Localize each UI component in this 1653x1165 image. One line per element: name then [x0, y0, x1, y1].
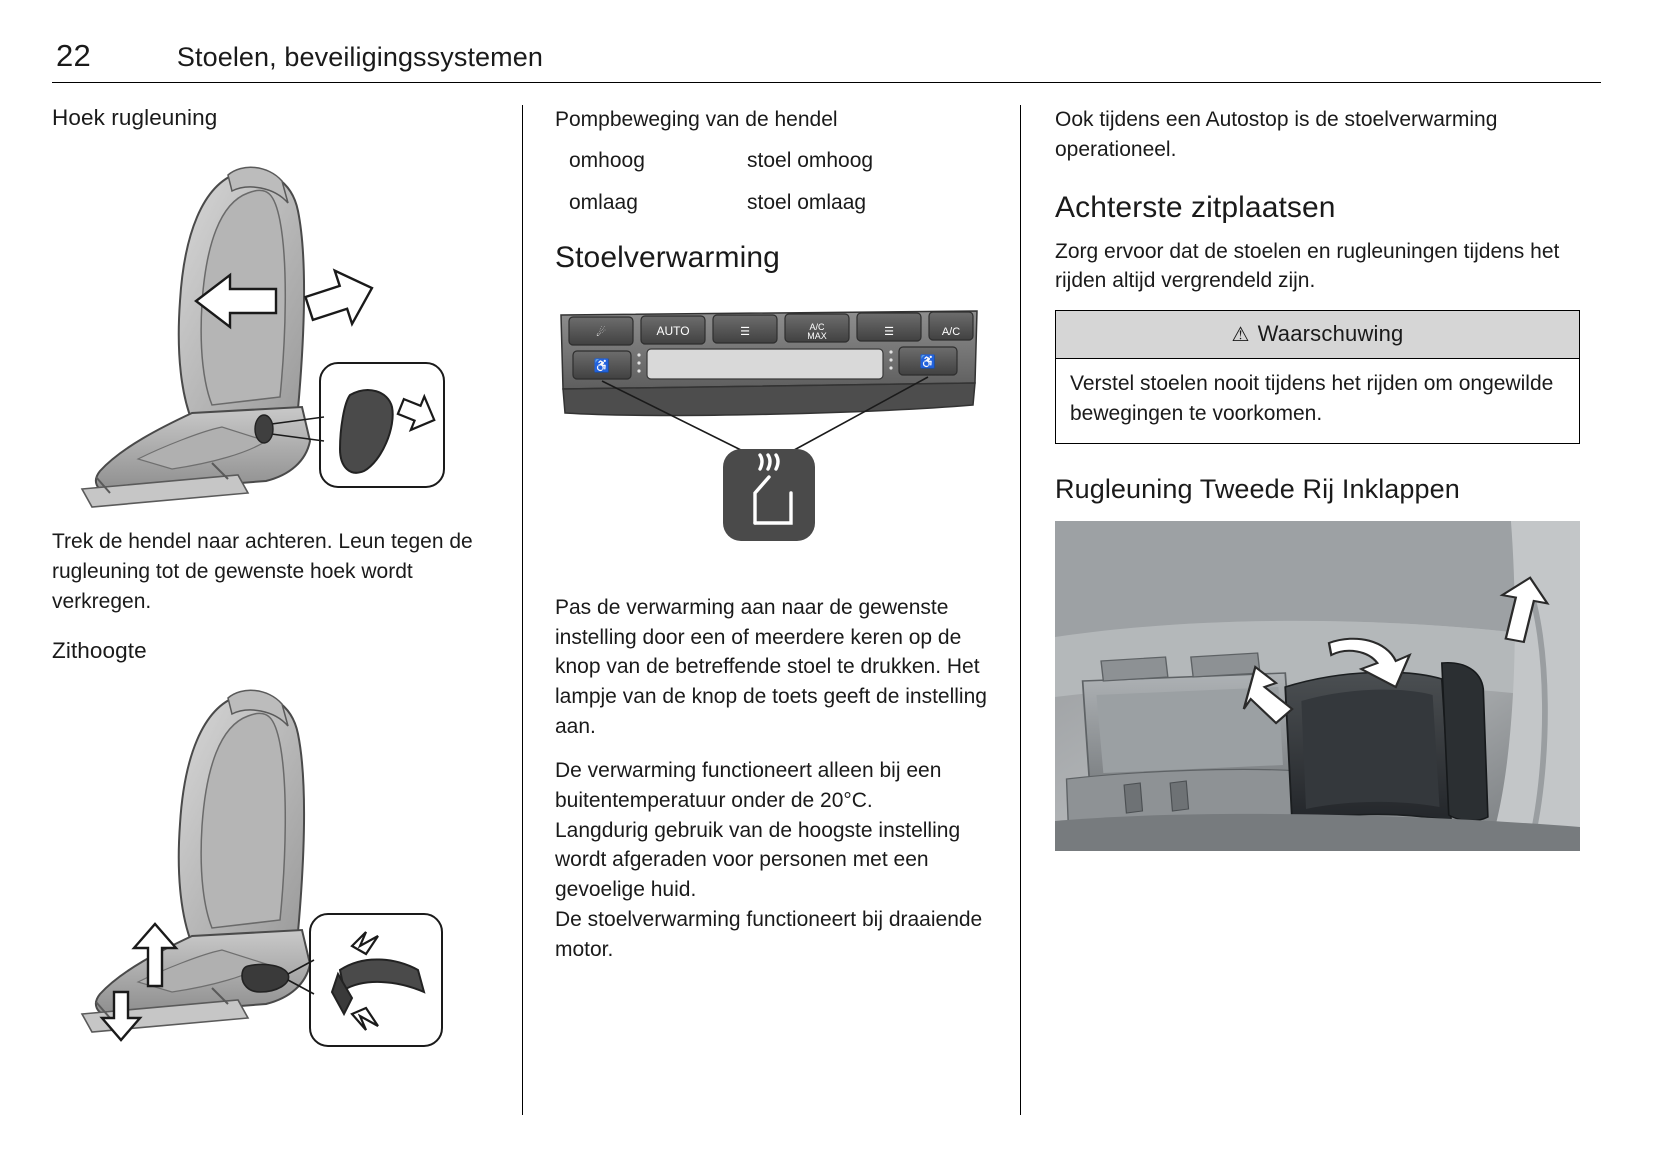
figure-rear-seat-fold — [1055, 521, 1580, 851]
figure-climate-controls — [555, 297, 990, 557]
column-right — [1020, 105, 1580, 1115]
heading-seat-heating: Stoelverwarming — [555, 240, 780, 274]
svg-text:♿: ♿ — [919, 353, 937, 369]
seat-heating-text — [555, 593, 990, 965]
svg-text:☰: ☰ — [884, 325, 894, 338]
heading-backrest-angle: Hoek rugleuning — [52, 105, 218, 130]
paragraph-heating-1: Pas de verwarming aan naar de gewenste instelling door een of meerdere keren op de knop van de betreffende stoel te drukken. Het lampje van de knop de toets geeft de instelling aan. — [555, 595, 987, 739]
page-title: Stoelen, beveiligingssystemen — [176, 42, 543, 72]
heading-seat-height: Zithoogte — [52, 638, 147, 664]
warning-box — [1055, 310, 1580, 444]
pump-definition-list — [555, 149, 990, 215]
heading-fold-second-row: Rugleuning Tweede Rij Inklappen — [1055, 473, 1460, 504]
pump-term: omhoog — [569, 148, 645, 172]
heading-rear-seats: Achterste zitplaatsen — [1055, 190, 1336, 224]
list-item — [555, 191, 990, 215]
page-number: 22 — [56, 38, 91, 73]
control-label-ac: A/C — [941, 325, 961, 338]
paragraph-autostop: Ook tijdens een Autostop is de stoelverwarming operationeel. — [1055, 108, 1498, 161]
pump-title: Pompbeweging van de hendel — [555, 108, 838, 131]
seat-recline-illustration — [52, 141, 452, 511]
warning-header — [1056, 311, 1579, 359]
rear-seat-fold-photo — [1055, 521, 1580, 851]
page-columns — [52, 105, 1601, 1115]
control-label-auto: AUTO — [656, 323, 690, 338]
seat-height-illustration — [52, 674, 452, 1049]
pump-term: omlaag — [569, 190, 638, 214]
svg-text:MAX: MAX — [807, 330, 827, 341]
list-item — [555, 149, 990, 173]
svg-text:☄: ☄ — [596, 326, 606, 339]
climate-control-panel-illustration — [555, 297, 985, 557]
paragraph-lock-seats: Zorg ervoor dat de stoelen en rugleuningen tijdens het rijden altijd vergrendeld zijn. — [1055, 239, 1560, 293]
warning-title: Waarschuwing — [1257, 321, 1404, 347]
paragraph-heating-3: Langdurig gebruik van de hoogste instelling wordt afgeraden voor personen met een gevoelige huid. — [555, 818, 961, 902]
page-header — [52, 38, 1601, 74]
pump-desc: stoel omhoog — [747, 148, 874, 172]
warning-triangle-icon: ⚠ — [1231, 324, 1250, 347]
column-middle — [522, 105, 1020, 1115]
paragraph-heating-2: De verwarming functioneert alleen bij een buitentemperatuur onder de 20°C. — [555, 758, 942, 812]
control-label-acmax: A/C — [809, 321, 825, 332]
svg-text:☰: ☰ — [740, 325, 750, 338]
pump-desc: stoel omlaag — [747, 190, 867, 214]
paragraph-backrest: Trek de hendel naar achteren. Leun tegen de rugleuning tot de gewenste hoek wordt verkregen. — [52, 530, 473, 613]
paragraph-heating-4: De stoelverwarming functioneert bij draaiende motor. — [555, 907, 983, 961]
figure-backrest-angle — [52, 141, 492, 511]
header-divider — [52, 82, 1601, 83]
column-left — [52, 105, 522, 1115]
figure-seat-height — [52, 674, 492, 1049]
warning-body: Verstel stoelen nooit tijdens het rijden om ongewilde bewegingen te voorkomen. — [1070, 372, 1554, 426]
svg-text:♿: ♿ — [593, 357, 611, 373]
